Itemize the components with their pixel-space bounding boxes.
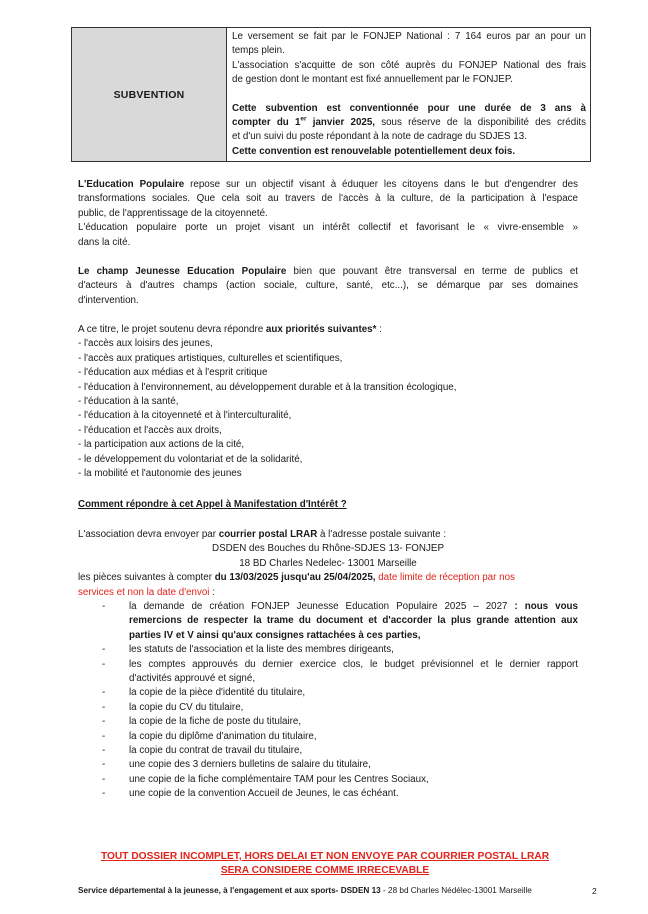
subvention-text-line: L'association s'acquitte de son côté auprès du FONJEP National des frais [232,59,586,71]
list-item: - une copie des 3 derniers bulletins de salaire du titulaire, [102,759,371,771]
envoi-instructions: L'association devra envoyer par courrier postal LRAR à l'adresse postale suivante : DSDEN des Bouches du Rhône-SDJES 13- FONJEP 18 BD Charles Nedelec- 13001 Marseille les pièces suivantes à compter du 13/03/2025 jusqu'au 25/04/2025, date limite de réception par nos services et non la date d'envoi : [78,528,578,600]
pieces-list [90,600,578,802]
list-item: - la copie de la fiche de poste du titulaire, [102,716,302,728]
priority-item: - l'éducation à la santé, [78,396,179,408]
priority-item: - l'accès aux pratiques artistiques, culturelles et scientifiques, [78,352,343,364]
list-item: - les statuts de l'association et la liste des membres dirigeants, [102,644,394,656]
subvention-text-line: de gestion dont le montant est fixé annuellement par le FONJEP. [232,74,513,86]
subvention-bold-line: Cette convention est renouvelable potentiellement deux fois. [232,145,516,157]
page-number: 2 [592,886,597,896]
priority-item: - la mobilité et l'autonomie des jeunes [78,468,242,480]
subvention-text-line: temps plein. [232,45,285,57]
list-item: - une copie de la fiche complémentaire TAM pour les Centres Sociaux, [102,773,429,785]
list-item: - une copie de la convention Accueil de Jeunes, le cas échéant. [102,788,399,800]
priority-item: - l'éducation aux médias et à l'esprit critique [78,367,268,379]
priorites-list: A ce titre, le projet soutenu devra répondre aux priorités suivantes* : - l'accès aux loisirs des jeunes, - l'accès aux pratiques artistiques, culturelles et scientifiques, - l'éducation aux médias et à l'esprit critique - l'éducation à l'environnement, au développement durable et à la transition écologique, - l'éducation à la santé, - l'éducation à la citoyenneté et à l'interculturalité, - l'éducation et l'accès aux droits, - la participation aux actions de la cité, - le développement du volontariat et de la solidarité, - la mobilité et l'autonomie des jeunes [78,323,578,481]
section-heading: Comment répondre à cet Appel à Manifestation d'Intérêt ? [78,499,347,510]
list-item: - la copie du CV du titulaire, [102,701,244,713]
subvention-text-line: Le versement se fait par le FONJEP National : 7 164 euros par an pour un [232,31,586,42]
subvention-bold-line: Cette subvention est conventionnée pour une durée de 3 ans à [232,102,586,114]
postal-address-line: 18 BD Charles Nedelec- 13001 Marseille [239,557,417,569]
postal-address-line: DSDEN des Bouches du Rhône-SDJES 13- FONJEP [212,543,444,555]
priority-item: - le développement du volontariat et de la solidarité, [78,453,303,465]
subvention-text-line: compter du 1er janvier 2025, sous réserve de la disponibilité des crédits [232,115,586,129]
priority-item: - l'éducation et l'accès aux droits, [78,424,222,436]
subvention-label: SUBVENTION [72,28,227,161]
list-item: - la demande de création FONJEP Jeunesse Education Populaire 2025 – 2027 : nous vous remercions de respecter la trame du document et d'accorder la plus grande attention aux parties IV et V ainsi qu'aux consignes rattachées à ces parties, [102,601,578,641]
page-footer: Service départemental à la jeunesse, à l'engagement et aux sports- DSDEN 13 - 28 bd Charles Nédélec-13001 Marseille [78,886,532,895]
list-item: - les comptes approuvés du dernier exercice clos, le budget prévisionnel et le dernier rapport d'activités approuvé et signé, [102,658,578,685]
priority-item: - la participation aux actions de la cité, [78,439,245,451]
education-populaire-paragraph: L'Education Populaire repose sur un objectif visant à éduquer les citoyens dans le but d'engendrer des transformations sociales. Que cela soit au travers de l'accès à la culture, de la participation à l'espace public, de l'apprentissage de la citoyenneté. L'éducation populaire porte un projet visant un intérêt collectif et favorisant le « vivre-ensemble » dans la cité. [78,179,579,248]
subvention-table [71,27,591,162]
list-item: - la copie du diplôme d'animation du titulaire, [102,730,317,742]
irrecevable-warning: TOUT DOSSIER INCOMPLET, HORS DELAI ET NON ENVOYE PAR COURRIER POSTAL LRAR SERA CONSIDERE COMME IRRECEVABLE [100,851,550,876]
subvention-details [227,28,590,161]
priority-item: - l'accès aux loisirs des jeunes, [78,338,213,350]
list-item: - la copie de la pièce d'identité du titulaire, [102,687,306,699]
subvention-text-line: et d'un suivi du poste répondant à la note de cadrage du SDJES 13. [232,131,527,143]
list-item: - la copie du contrat de travail du titulaire, [102,745,303,757]
champ-jeunesse-paragraph: Le champ Jeunesse Education Populaire bien que pouvant être transversal en terme de publics et d'acteurs à d'autres champs (action sociale, culture, santé, etc...), se démarque par ses domaines d'intervention. [78,266,578,306]
priority-item: - l'éducation à la citoyenneté et à l'interculturalité, [78,410,292,422]
priority-item: - l'éducation à l'environnement, au développement durable et à la transition écologique, [78,381,457,393]
